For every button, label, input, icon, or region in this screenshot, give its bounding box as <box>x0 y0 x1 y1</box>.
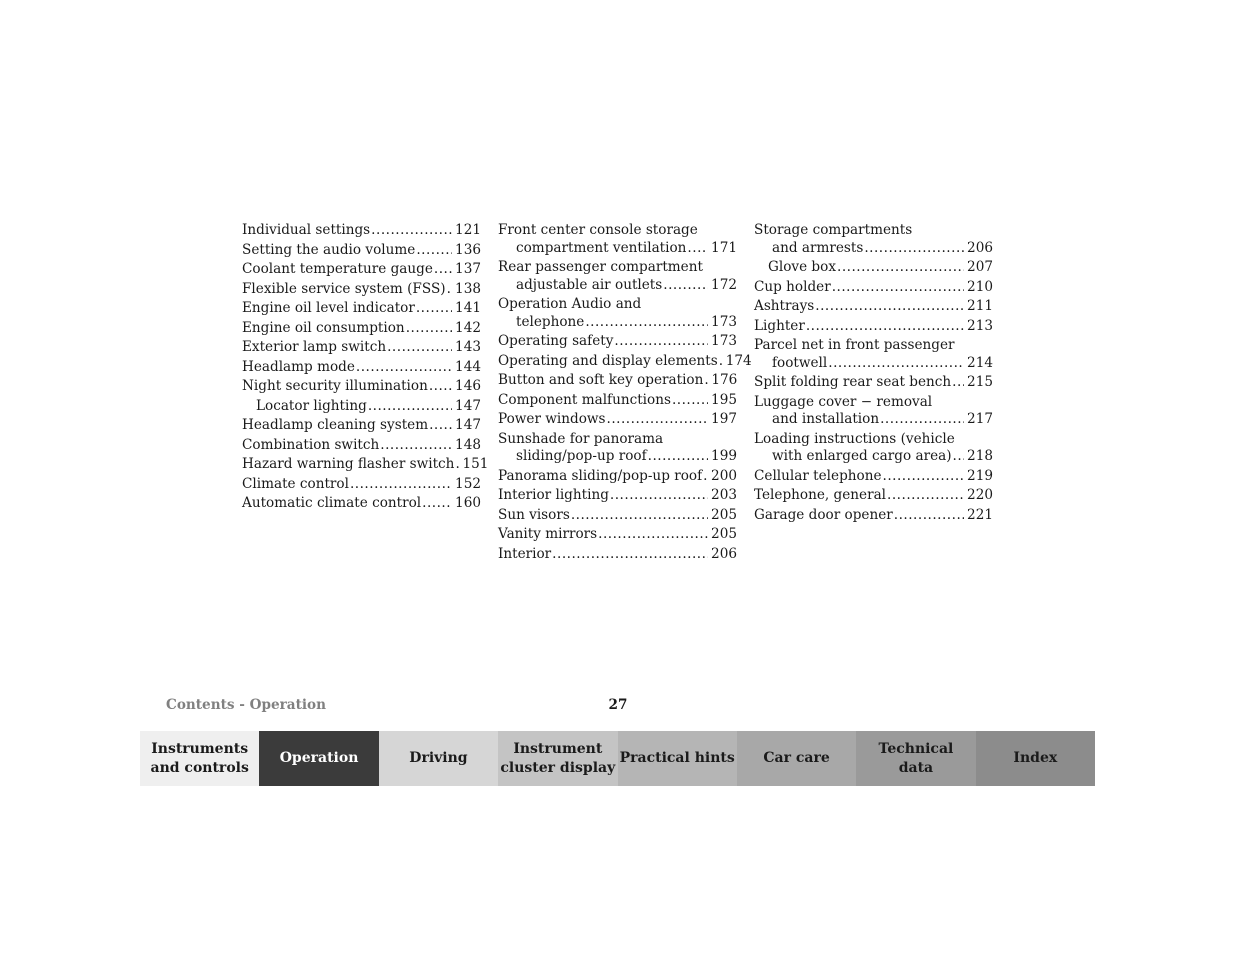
dot-leader <box>610 486 708 506</box>
toc-entry[interactable] <box>754 278 993 298</box>
toc-entry-page: 146 <box>455 378 481 394</box>
dot-leader <box>864 239 964 259</box>
toc-entry-label: sliding/pop-up roof <box>516 448 647 464</box>
toc-entry[interactable] <box>242 475 481 495</box>
dot-leader <box>806 317 964 337</box>
toc-entry-page: 220 <box>967 487 993 503</box>
toc-entry-label: Individual settings <box>242 222 371 238</box>
toc-entry-page: 213 <box>967 317 993 334</box>
toc-entry[interactable] <box>242 338 481 358</box>
toc-entry[interactable] <box>242 494 481 514</box>
toc-entry-page: 218 <box>967 448 993 464</box>
toc-entry-page: 199 <box>711 448 737 464</box>
toc-entry[interactable] <box>242 241 481 261</box>
dot-leader <box>719 352 723 372</box>
toc-entry-page: 137 <box>455 261 481 277</box>
tab-label: Instruments and controls <box>150 740 249 776</box>
toc-entry-label-line1: Loading instructions (vehicle <box>754 430 955 447</box>
toc-entry-label: Panorama sliding/pop-up roof <box>498 467 703 484</box>
toc-entry[interactable] <box>754 221 993 258</box>
toc-entry-page: 219 <box>967 467 993 484</box>
tab-label: Operation <box>279 750 359 766</box>
dot-leader <box>416 241 452 261</box>
toc-entry[interactable] <box>498 332 737 352</box>
toc-entry[interactable] <box>754 373 993 393</box>
toc-entry-label: and installation <box>772 411 880 427</box>
toc-entry-label: Lighter <box>754 317 805 334</box>
toc-entry[interactable] <box>242 260 481 280</box>
toc-entry[interactable] <box>242 299 481 319</box>
toc-entry[interactable] <box>242 377 481 397</box>
toc-entry[interactable] <box>242 436 481 456</box>
toc-entry-label: Climate control <box>242 475 349 492</box>
toc-entry-label: Cellular telephone <box>754 467 882 484</box>
tab-car-care[interactable] <box>737 731 856 786</box>
dot-leader <box>429 377 452 397</box>
dot-leader <box>815 297 964 317</box>
toc-entry-page: 173 <box>711 333 737 349</box>
dot-leader <box>422 494 452 514</box>
dot-leader <box>883 467 965 487</box>
toc-entry-label: Operating safety <box>498 333 614 349</box>
dot-leader <box>672 391 708 411</box>
toc-entry-label: and armrests <box>772 239 864 256</box>
dot-leader <box>953 447 965 467</box>
toc-entry[interactable] <box>754 336 993 373</box>
toc-entry-page: 197 <box>711 411 737 427</box>
toc-entry-label: Engine oil level indicator <box>242 300 415 316</box>
toc-entry-label: adjustable air outlets <box>516 276 663 293</box>
toc-entry-label: telephone <box>516 313 585 330</box>
toc-entry-page: 210 <box>967 278 993 295</box>
toc-entry-label: Locator lighting <box>256 397 367 414</box>
toc-entry-label: Interior <box>498 545 552 562</box>
toc-entry-page: 141 <box>455 300 481 316</box>
toc-entry-label: Power windows <box>498 411 606 427</box>
tab-instrument-cluster[interactable] <box>498 731 617 786</box>
dot-leader <box>828 354 964 374</box>
toc-entry-label: Glove box <box>768 259 836 275</box>
dot-leader <box>837 258 964 278</box>
toc-entry-page: 217 <box>967 411 993 427</box>
toc-entry-label: Night security illumination <box>242 378 428 394</box>
toc-entry-page: 151 <box>462 456 489 472</box>
tab-label: Car care <box>763 750 830 766</box>
toc-entry[interactable] <box>498 486 737 506</box>
toc-entry-page: 206 <box>711 545 737 562</box>
toc-entry-page: 147 <box>455 417 481 433</box>
tab-label: Driving <box>409 750 468 766</box>
tab-instruments[interactable] <box>140 731 259 786</box>
chapter-tab-bar <box>140 731 1095 786</box>
toc-entry-page: 121 <box>455 222 481 238</box>
dot-leader <box>703 467 708 487</box>
toc-entry-label-line1: Front center console storage <box>498 222 698 238</box>
dot-leader <box>416 299 452 319</box>
toc-entry-label-line1: Rear passenger compartment <box>498 259 703 275</box>
tab-practical-hints[interactable] <box>618 731 737 786</box>
dot-leader <box>614 332 708 352</box>
toc-entry-page: 214 <box>967 354 993 371</box>
toc-entry[interactable] <box>498 221 737 258</box>
toc-entry[interactable] <box>242 280 481 300</box>
dot-leader <box>371 221 452 241</box>
tab-driving[interactable] <box>379 731 498 786</box>
toc-entry[interactable] <box>498 352 752 372</box>
toc-entry-label: Combination switch <box>242 436 380 453</box>
dot-leader <box>434 260 452 280</box>
toc-entry-label: Exterior lamp switch <box>242 339 387 355</box>
toc-entry[interactable] <box>754 506 993 526</box>
toc-entry-label: Garage door opener <box>754 506 893 523</box>
toc-entry[interactable] <box>242 455 489 475</box>
dot-leader <box>832 278 964 298</box>
toc-entry-label: Telephone, general <box>754 487 887 503</box>
toc-entry-label: Hazard warning flasher switch <box>242 456 455 472</box>
tab-label: Practical hints <box>619 750 735 766</box>
toc-entry-label: Setting the audio volume <box>242 241 416 258</box>
toc-entry[interactable] <box>242 416 481 436</box>
toc-entry-label: Headlamp mode <box>242 358 355 375</box>
dot-leader <box>455 455 459 475</box>
toc-entry[interactable] <box>498 295 737 332</box>
dot-leader <box>952 373 964 393</box>
toc-entry-page: 200 <box>711 467 737 484</box>
toc-entry-page: 176 <box>711 372 738 388</box>
toc-entry-page: 221 <box>967 506 993 523</box>
dot-leader <box>887 486 964 506</box>
dot-leader <box>571 506 708 526</box>
toc-entry-label-line1: Parcel net in front passenger <box>754 337 955 353</box>
tab-operation[interactable] <box>259 731 378 786</box>
dot-leader <box>598 525 708 545</box>
toc-entry-label: compartment ventilation <box>516 239 687 256</box>
toc-entry-label: Flexible service system (FSS) <box>242 280 446 297</box>
toc-entry-page: 172 <box>711 276 737 293</box>
toc-entry[interactable] <box>754 317 993 337</box>
tab-label: Instrument cluster display <box>500 740 616 776</box>
toc-entry-page: 203 <box>711 487 737 503</box>
dot-leader <box>380 436 452 456</box>
toc-entry-label-line1: Operation Audio and <box>498 296 642 312</box>
toc-column-3 <box>754 221 993 525</box>
dot-leader <box>894 506 964 526</box>
dot-leader <box>356 358 452 378</box>
toc-entry-page: 173 <box>711 313 737 330</box>
toc-entry-page: 142 <box>455 319 481 336</box>
toc-entry-label-line1: Sunshade for panorama <box>498 430 664 447</box>
dot-leader <box>429 416 452 436</box>
dot-leader <box>552 545 708 565</box>
tab-technical-data[interactable] <box>856 731 975 786</box>
toc-entry-label: Engine oil consumption <box>242 319 405 336</box>
toc-entry[interactable] <box>242 358 481 378</box>
toc-entry[interactable] <box>754 393 993 430</box>
page-number: 27 <box>608 697 628 713</box>
dot-leader <box>368 397 452 417</box>
dot-leader <box>350 475 452 495</box>
toc-entry-page: 211 <box>967 298 993 314</box>
toc-entry-label: Sun visors <box>498 506 570 523</box>
toc-entry-page: 148 <box>455 436 481 453</box>
toc-entry[interactable] <box>242 221 481 241</box>
toc-entry-page: 138 <box>455 280 481 297</box>
toc-entry-label: Button and soft key operation <box>498 372 704 388</box>
toc-entry-label-line1: Luggage cover − removal <box>754 393 933 410</box>
toc-entry[interactable] <box>498 391 737 411</box>
toc-entry-page: 171 <box>711 239 737 256</box>
toc-entry[interactable] <box>242 319 481 339</box>
toc-entry-label: Coolant temperature gauge <box>242 261 433 277</box>
toc-entry[interactable] <box>498 258 737 295</box>
dot-leader <box>704 371 708 391</box>
toc-entry-label: Cup holder <box>754 278 831 295</box>
toc-entry[interactable] <box>498 545 737 565</box>
toc-entry-page: 207 <box>967 259 993 275</box>
dot-leader <box>585 313 708 333</box>
toc-entry[interactable] <box>754 297 993 317</box>
toc-entry-page: 147 <box>455 397 481 414</box>
tab-label: Index <box>1013 750 1058 766</box>
dot-leader <box>607 410 709 430</box>
toc-entry-page: 195 <box>711 391 737 408</box>
toc-entry-label: with enlarged cargo area) <box>772 448 952 464</box>
toc-entry-page: 143 <box>455 339 481 355</box>
toc-entry[interactable] <box>754 486 993 506</box>
toc-column-2 <box>498 221 752 564</box>
dot-leader <box>663 276 708 296</box>
toc-entry[interactable] <box>754 430 993 467</box>
section-title: Contents - Operation <box>166 697 326 713</box>
toc-entry-label: Operating and display elements <box>498 352 718 369</box>
toc-entry[interactable] <box>498 410 737 430</box>
toc-entry-page: 152 <box>455 475 481 492</box>
toc-entry[interactable] <box>754 258 993 278</box>
dot-leader <box>387 338 452 358</box>
dot-leader <box>447 280 452 300</box>
toc-entry[interactable] <box>498 506 737 526</box>
toc-entry-label: Split folding rear seat bench <box>754 374 952 390</box>
toc-entry-page: 205 <box>711 506 737 523</box>
toc-entry-label: Vanity mirrors <box>498 526 598 542</box>
toc-entry-label: Automatic climate control <box>242 495 422 511</box>
toc-entry-label: Component malfunctions <box>498 391 671 408</box>
toc-entry-page: 205 <box>711 526 737 542</box>
toc-entry[interactable] <box>498 525 737 545</box>
toc-entry[interactable] <box>498 430 737 467</box>
toc-entry-page: 206 <box>967 239 993 256</box>
toc-entry[interactable] <box>242 397 481 417</box>
tab-index[interactable] <box>976 731 1095 786</box>
toc-entry-label: Headlamp cleaning system <box>242 417 429 433</box>
toc-entry-page: 160 <box>455 495 481 511</box>
toc-entry[interactable] <box>754 467 993 487</box>
toc-entry-label: footwell <box>772 354 828 371</box>
toc-entry-label: Interior lighting <box>498 487 609 503</box>
toc-entry-page: 144 <box>455 358 481 375</box>
toc-column-1 <box>242 221 489 514</box>
dot-leader <box>406 319 452 339</box>
dot-leader <box>648 447 708 467</box>
dot-leader <box>687 239 708 259</box>
toc-entry[interactable] <box>498 371 737 391</box>
dot-leader <box>880 410 964 430</box>
toc-entry-page: 174 <box>725 352 752 369</box>
toc-entry-label: Ashtrays <box>754 298 815 314</box>
toc-entry-page: 136 <box>455 241 481 258</box>
toc-entry[interactable] <box>498 467 737 487</box>
toc-entry-page: 215 <box>967 374 993 390</box>
toc-entry-label-line1: Storage compartments <box>754 222 913 238</box>
tab-label: Technical data <box>878 740 954 776</box>
